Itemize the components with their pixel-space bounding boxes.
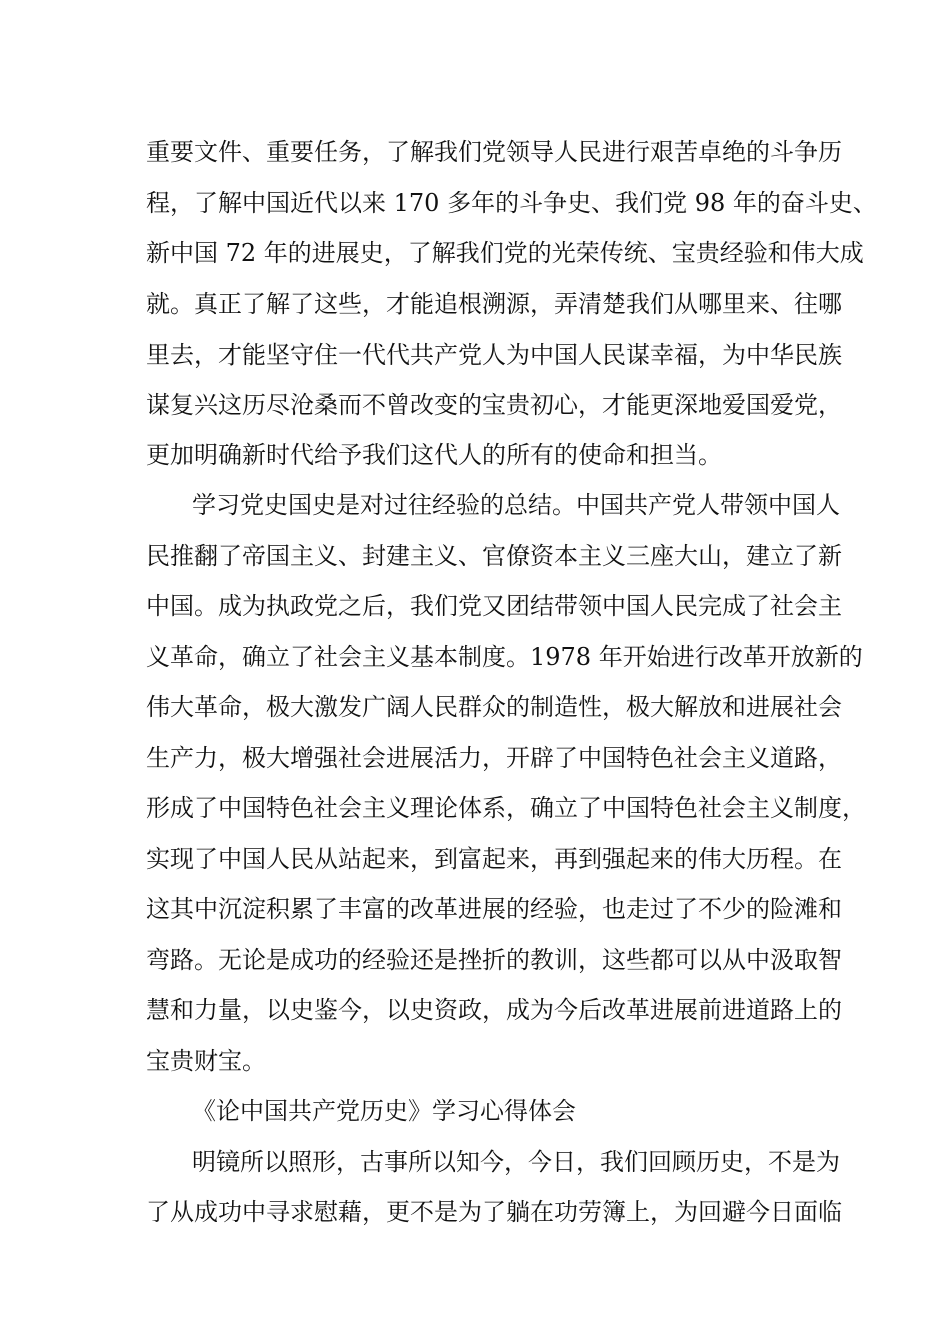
- paragraph-line: 弯路。无论是成功的经验还是挫折的教训，这些都可以从中汲取智: [146, 946, 842, 974]
- paragraph-line: 宝贵财宝。: [146, 1047, 266, 1075]
- paragraph-line: 里去，才能坚守住一代代共产党人为中国人民谋幸福，为中华民族: [146, 341, 842, 369]
- paragraph-line: 实现了中国人民从站起来，到富起来，再到强起来的伟大历程。在: [146, 845, 842, 873]
- paragraph-line: 民推翻了帝国主义、封建主义、官僚资本主义三座大山，建立了新: [146, 542, 842, 570]
- paragraph-line: 重要文件、重要任务，了解我们党领导人民进行艰苦卓绝的斗争历: [146, 138, 842, 166]
- paragraph-line: 新中国 72 年的进展史，了解我们党的光荣传统、宝贵经验和伟大成: [146, 239, 864, 267]
- paragraph-line: 就。真正了解了这些，才能追根溯源，弄清楚我们从哪里来、往哪: [146, 290, 842, 318]
- paragraph-line: 学习党史国史是对过往经验的总结。中国共产党人带领中国人: [192, 491, 840, 519]
- paragraph-line: 更加明确新时代给予我们这代人的所有的使命和担当。: [146, 441, 722, 469]
- paragraph-line: 生产力，极大增强社会进展活力，开辟了中国特色社会主义道路，: [146, 744, 842, 772]
- paragraph-line: 程，了解中国近代以来 170 多年的斗争史、我们党 98 年的奋斗史、: [146, 189, 877, 217]
- paragraph-line: 义革命，确立了社会主义基本制度。1978 年开始进行改革开放新的: [146, 643, 863, 671]
- paragraph-line: 伟大革命，极大激发广阔人民群众的制造性，极大解放和进展社会: [146, 693, 842, 721]
- section-title: 《论中国共产党历史》学习心得体会: [192, 1097, 576, 1125]
- paragraph-line: 明镜所以照形，古事所以知今，今日，我们回顾历史，不是为: [192, 1148, 840, 1176]
- paragraph-line: 了从成功中寻求慰藉，更不是为了躺在功劳簿上，为回避今日面临: [146, 1198, 842, 1226]
- paragraph-line: 形成了中国特色社会主义理论体系，确立了中国特色社会主义制度，: [146, 794, 866, 822]
- paragraph-line: 谋复兴这历尽沧桑而不曾改变的宝贵初心，才能更深地爱国爱党，: [146, 391, 842, 419]
- paragraph-line: 慧和力量，以史鉴今，以史资政，成为今后改革进展前进道路上的: [146, 996, 842, 1024]
- paragraph-line: 中国。成为执政党之后，我们党又团结带领中国人民完成了社会主: [146, 592, 842, 620]
- paragraph-line: 这其中沉淀积累了丰富的改革进展的经验，也走过了不少的险滩和: [146, 895, 842, 923]
